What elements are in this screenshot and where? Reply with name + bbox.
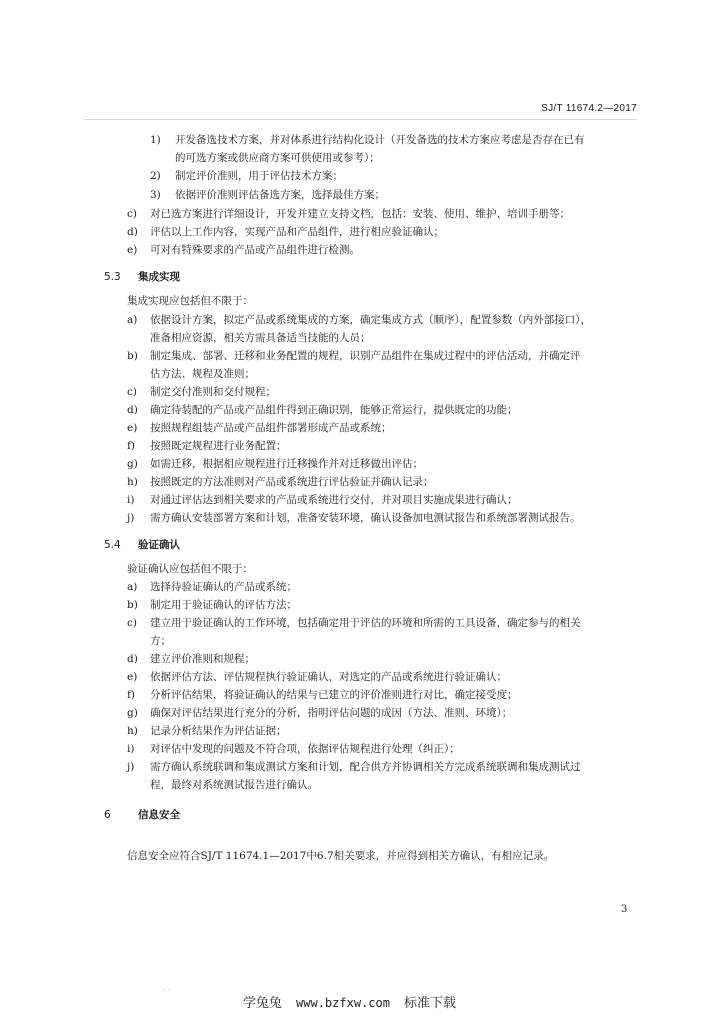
section-title: 信息安全 [138,809,180,821]
list-item-label: e) [127,422,138,434]
list-item-text: 方； [150,635,171,647]
list-item-label: e) [127,244,138,256]
sublist-item-label: 1) [150,134,161,146]
sublist-item-label: 3) [150,189,161,201]
list-item-text: 如需迁移，根据相应规程进行迁移操作并对迁移做出评估； [150,458,423,470]
list-item-text: 按照规程组装产品或产品组件部署形成产品或系统； [150,422,392,434]
sublist-item-text: 开发备选技术方案，并对体系进行结构化设计（开发备选的技术方案应考虑是否存在已有 [175,134,585,146]
section-paragraph: 信息安全应符合SJ/T 11674.1—2017中6.7相关要求，并应得到相关方确认，有相应记录。 [127,850,555,862]
list-item-text: 建立评价准则和规程； [150,653,255,665]
list-item-label: b) [127,599,138,611]
section-heading-5-3 [104,270,180,284]
list-item-text: 需方确认安装部署方案和计划，准备安装环境，确认设备加电测试报告和系统部署测试报告。 [150,512,581,524]
footer-site-name: 学兔兔 [243,996,283,1011]
list-item-text: 制定用于验证确认的评估方法； [150,599,297,611]
section-number: 6 [104,809,111,821]
list-item-text: 对评估中发现的问题及不符合项，依据评估规程进行处理（纠正）； [150,743,460,755]
list-item-label: i) [127,494,135,506]
section-number: 5.4 [104,539,121,551]
sublist-item-text: 依据评价准则评估备选方案，选择最佳方案； [175,189,385,201]
footer-url[interactable]: www.bzfxw.com [296,996,390,1010]
list-item-text: 可对有特殊要求的产品或产品组件进行检测。 [150,244,360,256]
sublist-item-text: 制定评价准则，用于评估技术方案； [175,170,343,182]
list-item-label: c) [127,386,137,398]
section-title: 验证确认 [138,539,180,551]
list-item-text: 程，最终对系统测试报告进行确认。 [150,779,318,791]
list-item-label: c) [127,208,137,220]
section-heading-6 [104,808,180,822]
list-item-text: 记录分析结果作为评估证据； [150,725,287,737]
list-item-text: 依据评估方法、评估规程执行验证确认，对选定的产品或系统进行验证确认； [150,671,507,683]
list-item-text: 依据设计方案，拟定产品或系统集成的方案，确定集成方式（顺序），配置参数（内外部接口）， [150,314,591,326]
list-item-label: h) [127,725,138,737]
list-item-text: 估方法、规程及准则； [150,368,255,380]
list-item-text: 对通过评估达到相关要求的产品或系统进行交付，并对项目实施成果进行确认； [150,494,518,506]
section-intro: 验证确认应包括但不限于： [127,563,253,575]
list-item-text: 需方确认系统联调和集成测试方案和计划，配合供方并协调相关方完成系统联调和集成测试过 [150,761,581,773]
list-item-label: a) [127,581,138,593]
list-item-label: f) [127,689,135,701]
list-item-label: j) [127,761,135,773]
list-item-text: 建立用于验证确认的工作环境，包括确定用于评估的环境和所需的工具设备，确定参与的相关 [150,617,581,629]
list-item-text: 准备相应资源，相关方需具备适当技能的人员； [150,332,371,344]
list-item-label: h) [127,476,138,488]
list-item-text: 按照既定的方法准则对产品或系统进行评估验证并确认记录； [150,476,434,488]
list-item-text: 选择待验证确认的产品或系统； [150,581,297,593]
list-item-label: d) [127,226,138,238]
list-item-label: b) [127,350,138,362]
section-heading-5-4 [104,538,180,552]
list-item-label: d) [127,404,138,416]
header-divider [84,119,637,120]
list-item-text: 制定集成、部署、迁移和业务配置的规程，识别产品组件在集成过程中的评估活动，并确定评 [150,350,581,362]
list-item-label: i) [127,743,135,755]
list-item-label: f) [127,440,135,452]
list-item-text: 评估以上工作内容，实现产品和产品组件，进行相应验证确认； [150,226,444,238]
sublist-item-text: 的可选方案或供应商方案可供使用或参考）； [175,152,380,164]
list-item-label: e) [127,671,138,683]
list-item-text: 按照既定规程进行业务配置； [150,440,287,452]
list-item-text: 分析评估结果，将验证确认的结果与已建立的评价准则进行对比，确定接受度； [150,689,518,701]
list-item-text: 确保对评估结果进行充分的分析，指明评估问题的成因（方法、准则、环境）； [150,707,513,719]
scan-speck: · · [163,986,171,995]
list-item-text: 确定待装配的产品或产品组件得到正确识别，能够正常运行，提供既定的功能； [150,404,518,416]
list-item-text: 制定交付准则和交付规程； [150,386,276,398]
list-item-label: g) [127,458,138,470]
sublist-item-label: 2) [150,170,161,182]
list-item-label: g) [127,707,138,719]
section-title: 集成实现 [138,271,180,283]
list-item-label: a) [127,314,138,326]
list-item-label: c) [127,617,137,629]
list-item-label: j) [127,512,135,524]
list-item-label: d) [127,653,138,665]
document-code: SJ/T 11674.2—2017 [541,103,637,114]
footer-tagline: 标准下载 [403,996,456,1011]
watermark-footer [243,992,456,1011]
section-intro: 集成实现应包括但不限于： [127,295,253,307]
list-item-text: 对已选方案进行详细设计，开发并建立支持文档，包括：安装、使用、维护、培训手册等； [150,208,570,220]
section-number: 5.3 [104,271,121,283]
page-number: 3 [621,904,628,915]
